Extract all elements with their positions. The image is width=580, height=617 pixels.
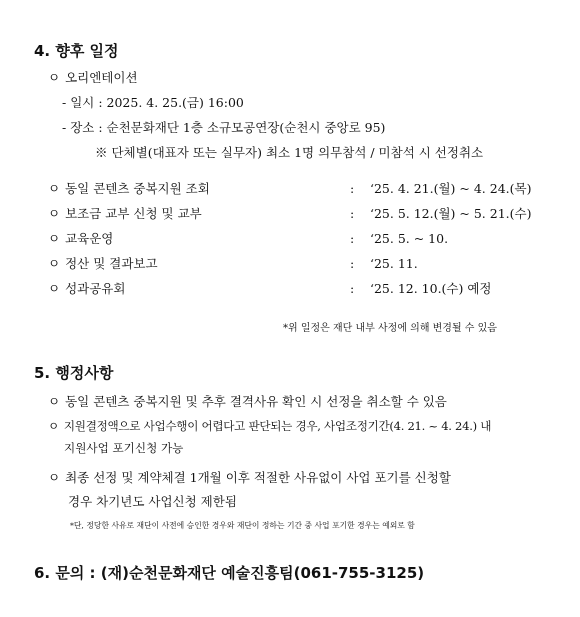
schedule-label: 교육운영 <box>65 231 114 246</box>
schedule-date: ‘25. 11. <box>370 256 418 271</box>
schedule-colon: : <box>350 256 355 271</box>
orientation-item <box>48 70 138 86</box>
schedule-row <box>48 256 158 272</box>
schedule-colon: : <box>350 281 355 296</box>
schedule-date: ‘25. 5. ~ 10. <box>370 231 449 246</box>
admin-item-3-note: *단, 정당한 사유로 재단이 사전에 승인한 경우와 재단이 정하는 기간 중 사업 포기한 경우는 예외로 함 <box>70 521 415 530</box>
schedule-label: 보조금 교부 신청 및 교부 <box>65 206 202 221</box>
schedule-colon: : <box>350 206 355 221</box>
section-5-title: 5. 행정사항 <box>34 364 114 382</box>
admin-item-text: 최종 선정 및 계약체결 1개월 이후 적절한 사유없이 사업 포기를 신청할 <box>65 470 451 485</box>
schedule-row <box>48 206 202 222</box>
schedule-date: ‘25. 12. 10.(수) 예정 <box>370 281 492 296</box>
schedule-row <box>48 181 210 197</box>
orientation-note: ※ 단체별(대표자 또는 실무자) 최소 1명 의무참석 / 미참석 시 선정취소 <box>95 145 484 160</box>
admin-item-3-cont: 경우 차기년도 사업신청 제한됨 <box>68 494 237 509</box>
schedule-date: ‘25. 5. 12.(월) ~ 5. 21.(수) <box>370 206 532 221</box>
bullet-icon: ㅇ <box>48 470 61 485</box>
schedule-date: ‘25. 4. 21.(월) ~ 4. 24.(목) <box>370 181 532 196</box>
schedule-row <box>48 281 125 297</box>
bullet-icon: ㅇ <box>48 70 61 85</box>
admin-item-text: 동일 콘텐츠 중복지원 및 추후 결격사유 확인 시 선정을 취소할 수 있음 <box>65 394 447 409</box>
admin-item-text: 지원결정액으로 사업수행이 어렵다고 판단되는 경우, 사업조정기간(4. 21. ~ 4. 24.) 내 <box>63 419 492 433</box>
bullet-icon: ㅇ <box>48 181 61 196</box>
orientation-title: 오리엔테이션 <box>65 70 138 85</box>
bullet-icon: ㅇ <box>48 281 61 296</box>
bullet-icon: ㅇ <box>48 256 61 271</box>
admin-item-2-cont: 지원사업 포기신청 가능 <box>64 441 184 455</box>
bullet-icon: ㅇ <box>48 206 61 221</box>
schedule-label: 성과공유회 <box>65 281 126 296</box>
schedule-change-note: *위 일정은 재단 내부 사정에 의해 변경될 수 있음 <box>283 323 497 334</box>
admin-item-2 <box>48 418 491 434</box>
section-6-title: 6. 문의 : (재)순천문화재단 예술진흥팀(061-755-3125) <box>34 564 425 582</box>
schedule-label: 정산 및 결과보고 <box>65 256 158 271</box>
orientation-place: - 장소 : 순천문화재단 1층 소규모공연장(순천시 중앙로 95) <box>62 120 386 135</box>
schedule-colon: : <box>350 231 355 246</box>
schedule-label: 동일 콘텐츠 중복지원 조회 <box>65 181 210 196</box>
schedule-row <box>48 231 113 247</box>
schedule-colon: : <box>350 181 355 196</box>
section-4-title: 4. 향후 일정 <box>34 42 119 60</box>
bullet-icon: ㅇ <box>48 394 61 409</box>
admin-item-1 <box>48 394 447 410</box>
orientation-date: - 일시 : 2025. 4. 25.(금) 16:00 <box>62 95 244 110</box>
admin-item-3 <box>48 470 451 486</box>
bullet-icon: ㅇ <box>48 231 61 246</box>
bullet-icon: ㅇ <box>48 419 59 433</box>
